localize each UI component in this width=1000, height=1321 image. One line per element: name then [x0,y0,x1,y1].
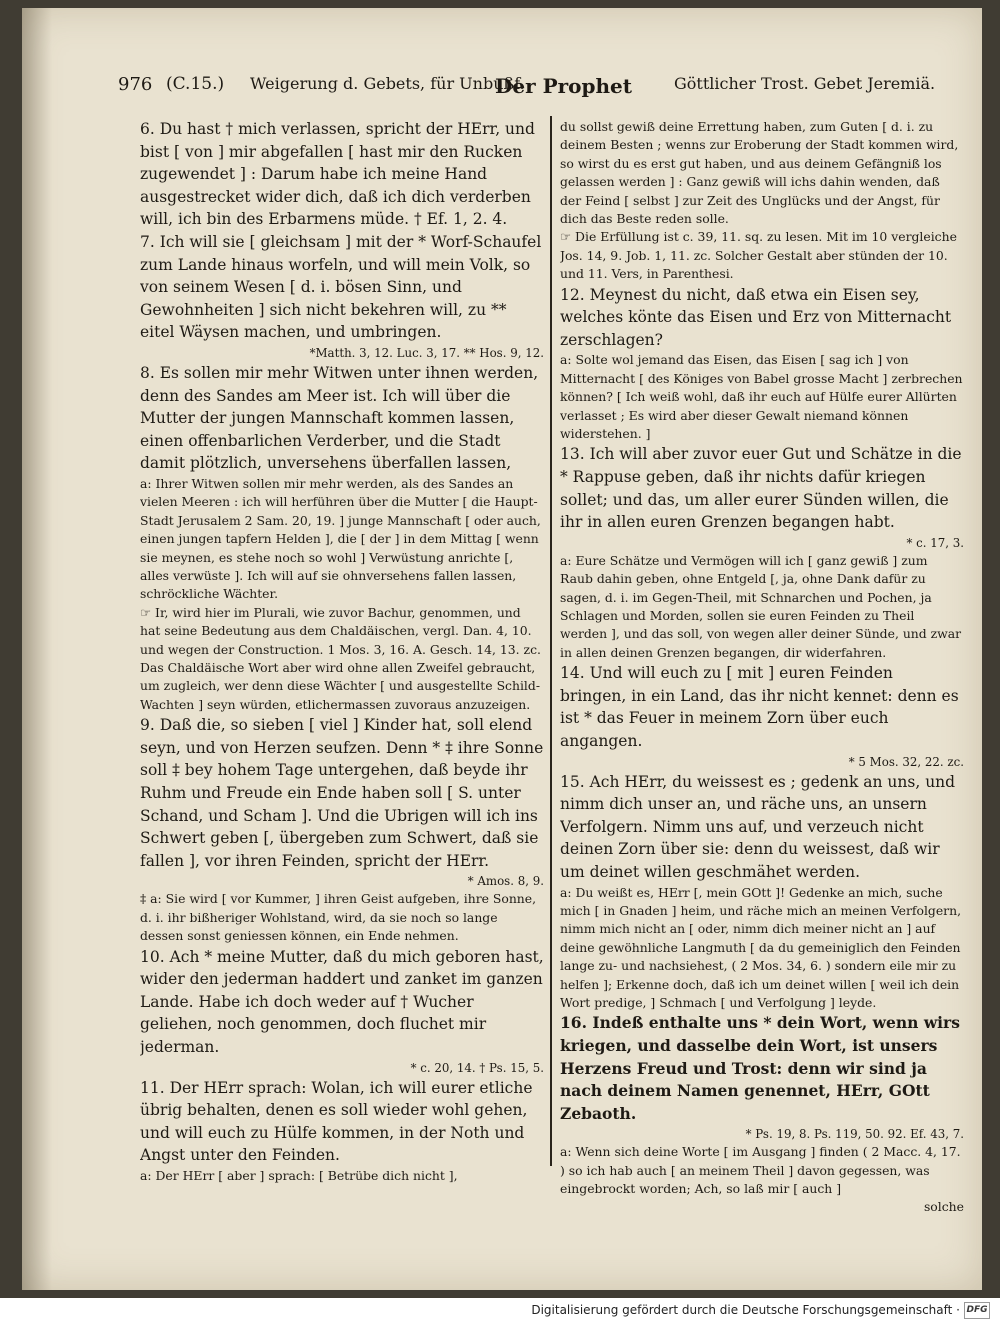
verse-14-references: * 5 Mos. 32, 22. zc. [848,754,964,769]
verse-11-note: a: Der HErr [ aber ] sprach: [ Betrübe dich nicht ], [140,1167,458,1183]
verse-16-note: a: Wenn sich deine Worte [ im Ausgang ] finden ( 2 Macc. 4, 17. ) so ich hab auch [ an meinem Theil ] davon gegessen, was eingebrockt worden; Ach, so laß mir [ auch ] [560,1144,961,1197]
running-header [118,74,948,108]
verse-6: 6. Du hast † mich verlassen, spricht der HErr, und bist [ von ] mir abgefallen [ hast mir den Rucken zugewendet ] : Darum habe ich meine Hand ausgestrecket wider dich, daß ich dich verderben will, ich bin des Erbarmens müde. † Ef. 1, 2. 4. [140,120,535,229]
verse-7-references: *Matth. 3, 12. Luc. 3, 17. ** Hos. 9, 12. [309,345,544,360]
funding-notice: Digitalisierung gefördert durch die Deutsche Forschungsgemeinschaft [531,1303,953,1317]
verse-9-note: ‡ a: Sie wird [ vor Kummer, ] ihren Geist aufgeben, ihre Sonne, d. i. ihr bißheriger Wohlstand, wird, da sie noch so lange dessen sonst geniessen können, ein Ende nehmen. [140,891,537,944]
verse-11: 11. Der HErr sprach: Wolan, ich will eurer etliche übrig behalten, denen es soll wieder wohl gehen, und will euch zu Hülfe kommen, in der Noth und Angst unter den Feinden. [140,1078,533,1165]
right-column [560,118,964,1215]
column-divider [550,116,552,1166]
verse-15: 15. Ach HErr, du weissest es ; gedenk an uns, und nimm dich unser an, und räche uns, an unsern Verfolgern. Nimm uns auf, und verzeuch nicht deinen Zorn über sie: denn du weissest, daß wir um deinet willen geschmähet werden. [560,772,956,882]
verse-14: 14. Und will euch zu [ mit ] euren Feinden bringen, in ein Land, das ihr nicht kennet: denn es ist * das Feuer in meinem Zorn über euch angangen. [560,664,959,751]
chapter-label: (C.15.) [166,74,225,94]
verse-15-note: a: Du weißt es, HErr [, mein GOtt ]! Gedenke an mich, suche mich [ in Gnaden ] heim, und räche mich an meinen Verfolgern, nimm mich nicht an [ oder, nimm dich meiner nicht an ] auf deine gewöhnliche Langmuth [ da du gemeiniglich den Feinden lange zu- und nachsiehest, ( 2 Mos. 34, 6. ) sondern eile mir zu helfen ]; Erkenne doch, daß ich um deinet willen [ weil ich dein Wort predige, ] Schmach [ und Verfolgung ] leyde. [560,884,962,1011]
verse-12: 12. Meynest du nicht, daß etwa ein Eisen sey, welches könte das Eisen und Erz von Mitternacht zerschlagen? [560,285,952,349]
footer-bullet: · [952,1303,960,1317]
verse-10-references: * c. 20, 14. † Ps. 15, 5. [410,1060,544,1075]
left-column [140,118,544,1185]
verse-7: 7. Ich will sie [ gleichsam ] mit der * Worf-Schaufel zum Lande hinaus worfeln, und will mein Volk, so von seinem Wesen [ d. i. bösen Sinn, und Gewohnheiten ] sich nicht bekehren will, zu ** eitel Wäysen machen, und umbringen. [140,232,542,342]
verse-13-references: * c. 17, 3. [906,535,964,550]
verse-9: 9. Daß die, so sieben [ viel ] Kinder hat, soll elend seyn, und von Herzen seufzen. Denn * ‡ ihre Sonne soll ‡ bey hohem Tage untergehen, daß beyde ihr Ruhm und Freude ein Ende haben soll [ S. unter Schand, und Scham ]. Und die Ubrigen will ich ins Schwert geben [, übergeben zum Schwert, daß sie fallen ], vor ihren Feinden, spricht der HErr. [140,716,544,870]
right-running-title: Göttlicher Trost. Gebet Jeremiä. [674,74,936,93]
verse-11-remark: ☞ Die Erfüllung ist c. 39, 11. sq. zu lesen. Mit im 10 vergleiche Jos. 14, 9. Job. 1, 11. zc. Solcher Gestalt aber stünden der 10. und 11. Vers, in Parenthesi. [560,229,957,282]
left-running-title: Weigerung d. Gebets, für Unbußf. [250,74,525,93]
verse-8-note: a: Ihrer Witwen sollen mir mehr werden, als des Sandes an vielen Meeren : ich will herführen über die Mutter [ die Haupt-Stadt Jerusalem 2 Sam. 20, 19. ] junge Mannschaft [ oder auch, einen jungen tapfern Helden ], die [ der ] in dem Mittag [ wenn sie meynen, es stehe noch so wohl ] Verwüstung anrichte [, alles verwüste ]. Ich will auf sie ohnversehens fallen lassen, schröckliche Wächter. [140,475,541,602]
verse-10: 10. Ach * meine Mutter, daß du mich geboren hast, wider den jederman haddert und zanket im ganzen Lande. Habe ich doch weder auf † Wucher geliehen, noch genommen, doch fluchet mir jederman. [140,947,544,1056]
verse-8-remark: ☞ Ir, wird hier im Plurali, wie zuvor Bachur, genommen, und hat seine Bedeutung aus dem Chaldäischen, vergl. Dan. 4, 10. und wegen der Construction. 1 Mos. 3, 16. A. Gesch. 14, 13. zc. Das Chaldäische Wort aber wird ohne allen Zweifel gebraucht, um zugleich, wer denn diese Wächter [ und ausgestellte Schild-Wachten ] seyn würden, etlichermassen zuvoraus anzuzeigen. [140,604,541,712]
verse-16: 16. Indeß enthalte uns * dein Wort, wenn wirs kriegen, und dasselbe dein Wort, ist unsers Herzens Freud und Trost: denn wir sind ja nach deinem Namen genennet, HErr, GOtt Zebaoth. [560,1013,960,1123]
dfg-logo: DFG [964,1302,990,1319]
catchword: solche [923,1198,964,1214]
verse-13-note: a: Eure Schätze und Vermögen will ich [ ganz gewiß ] zum Raub dahin geben, ohne Entgeld [, ja, ohne Dank dafür zu sagen, d. i. im Gegen-Theil, mit Schnarchen und Pochen, ja Schlagen und Morden, sollen sie euren Feinden zu Theil werden ], und das soll, von wegen aller deiner Sünde, und zwar in allen deinen Grenzen begangen, dir widerfahren. [560,552,962,660]
digitization-footer [531,1300,990,1320]
verse-8: 8. Es sollen mir mehr Witwen unter ihnen werden, denn des Sandes am Meer ist. Ich will über die Mutter der jungen Mannschaft kommen lassen, einen offenbarlichen Verderber, und die Stadt damit plötzlich, unversehens überfallen lassen, [140,363,539,473]
verse-12-note: a: Solte wol jemand das Eisen, das Eisen [ sag ich ] von Mitternacht [ des Königes von Babel grosse Macht ] zerbrechen können? [ Ich weiß wohl, daß ihr euch auf Hülfe eurer Allürten verlasset ; Es wird aber dieser Gewalt niemand können widerstehen. ] [560,352,963,442]
page-number: 976 [118,74,153,95]
verse-9-references: * Amos. 8, 9. [467,874,544,889]
verse-11-note-continued: du sollst gewiß deine Errettung haben, zum Guten [ d. i. zu deinem Besten ; wenns zur Eroberung der Stadt kommen wird, so wirst du es erst gut haben, und aus deinem Gefängniß los gelassen werden ] : Ganz gewiß will ichs dahin wenden, daß der Feind [ selbst ] zur Zeit des Unglücks und der Angst, für dich das Beste reden solle. [560,119,959,227]
verse-16-references: * Ps. 19, 8. Ps. 119, 50. 92. Ef. 43, 7. [745,1127,964,1142]
center-running-title: Der Prophet [495,74,632,98]
verse-13: 13. Ich will aber zuvor euer Gut und Schätze in die * Rappuse geben, daß ihr nichts dafür kriegen sollet; und das, um aller eurer Sünden willen, die ihr in allen euren Grenzen begangen habt. [560,445,962,532]
